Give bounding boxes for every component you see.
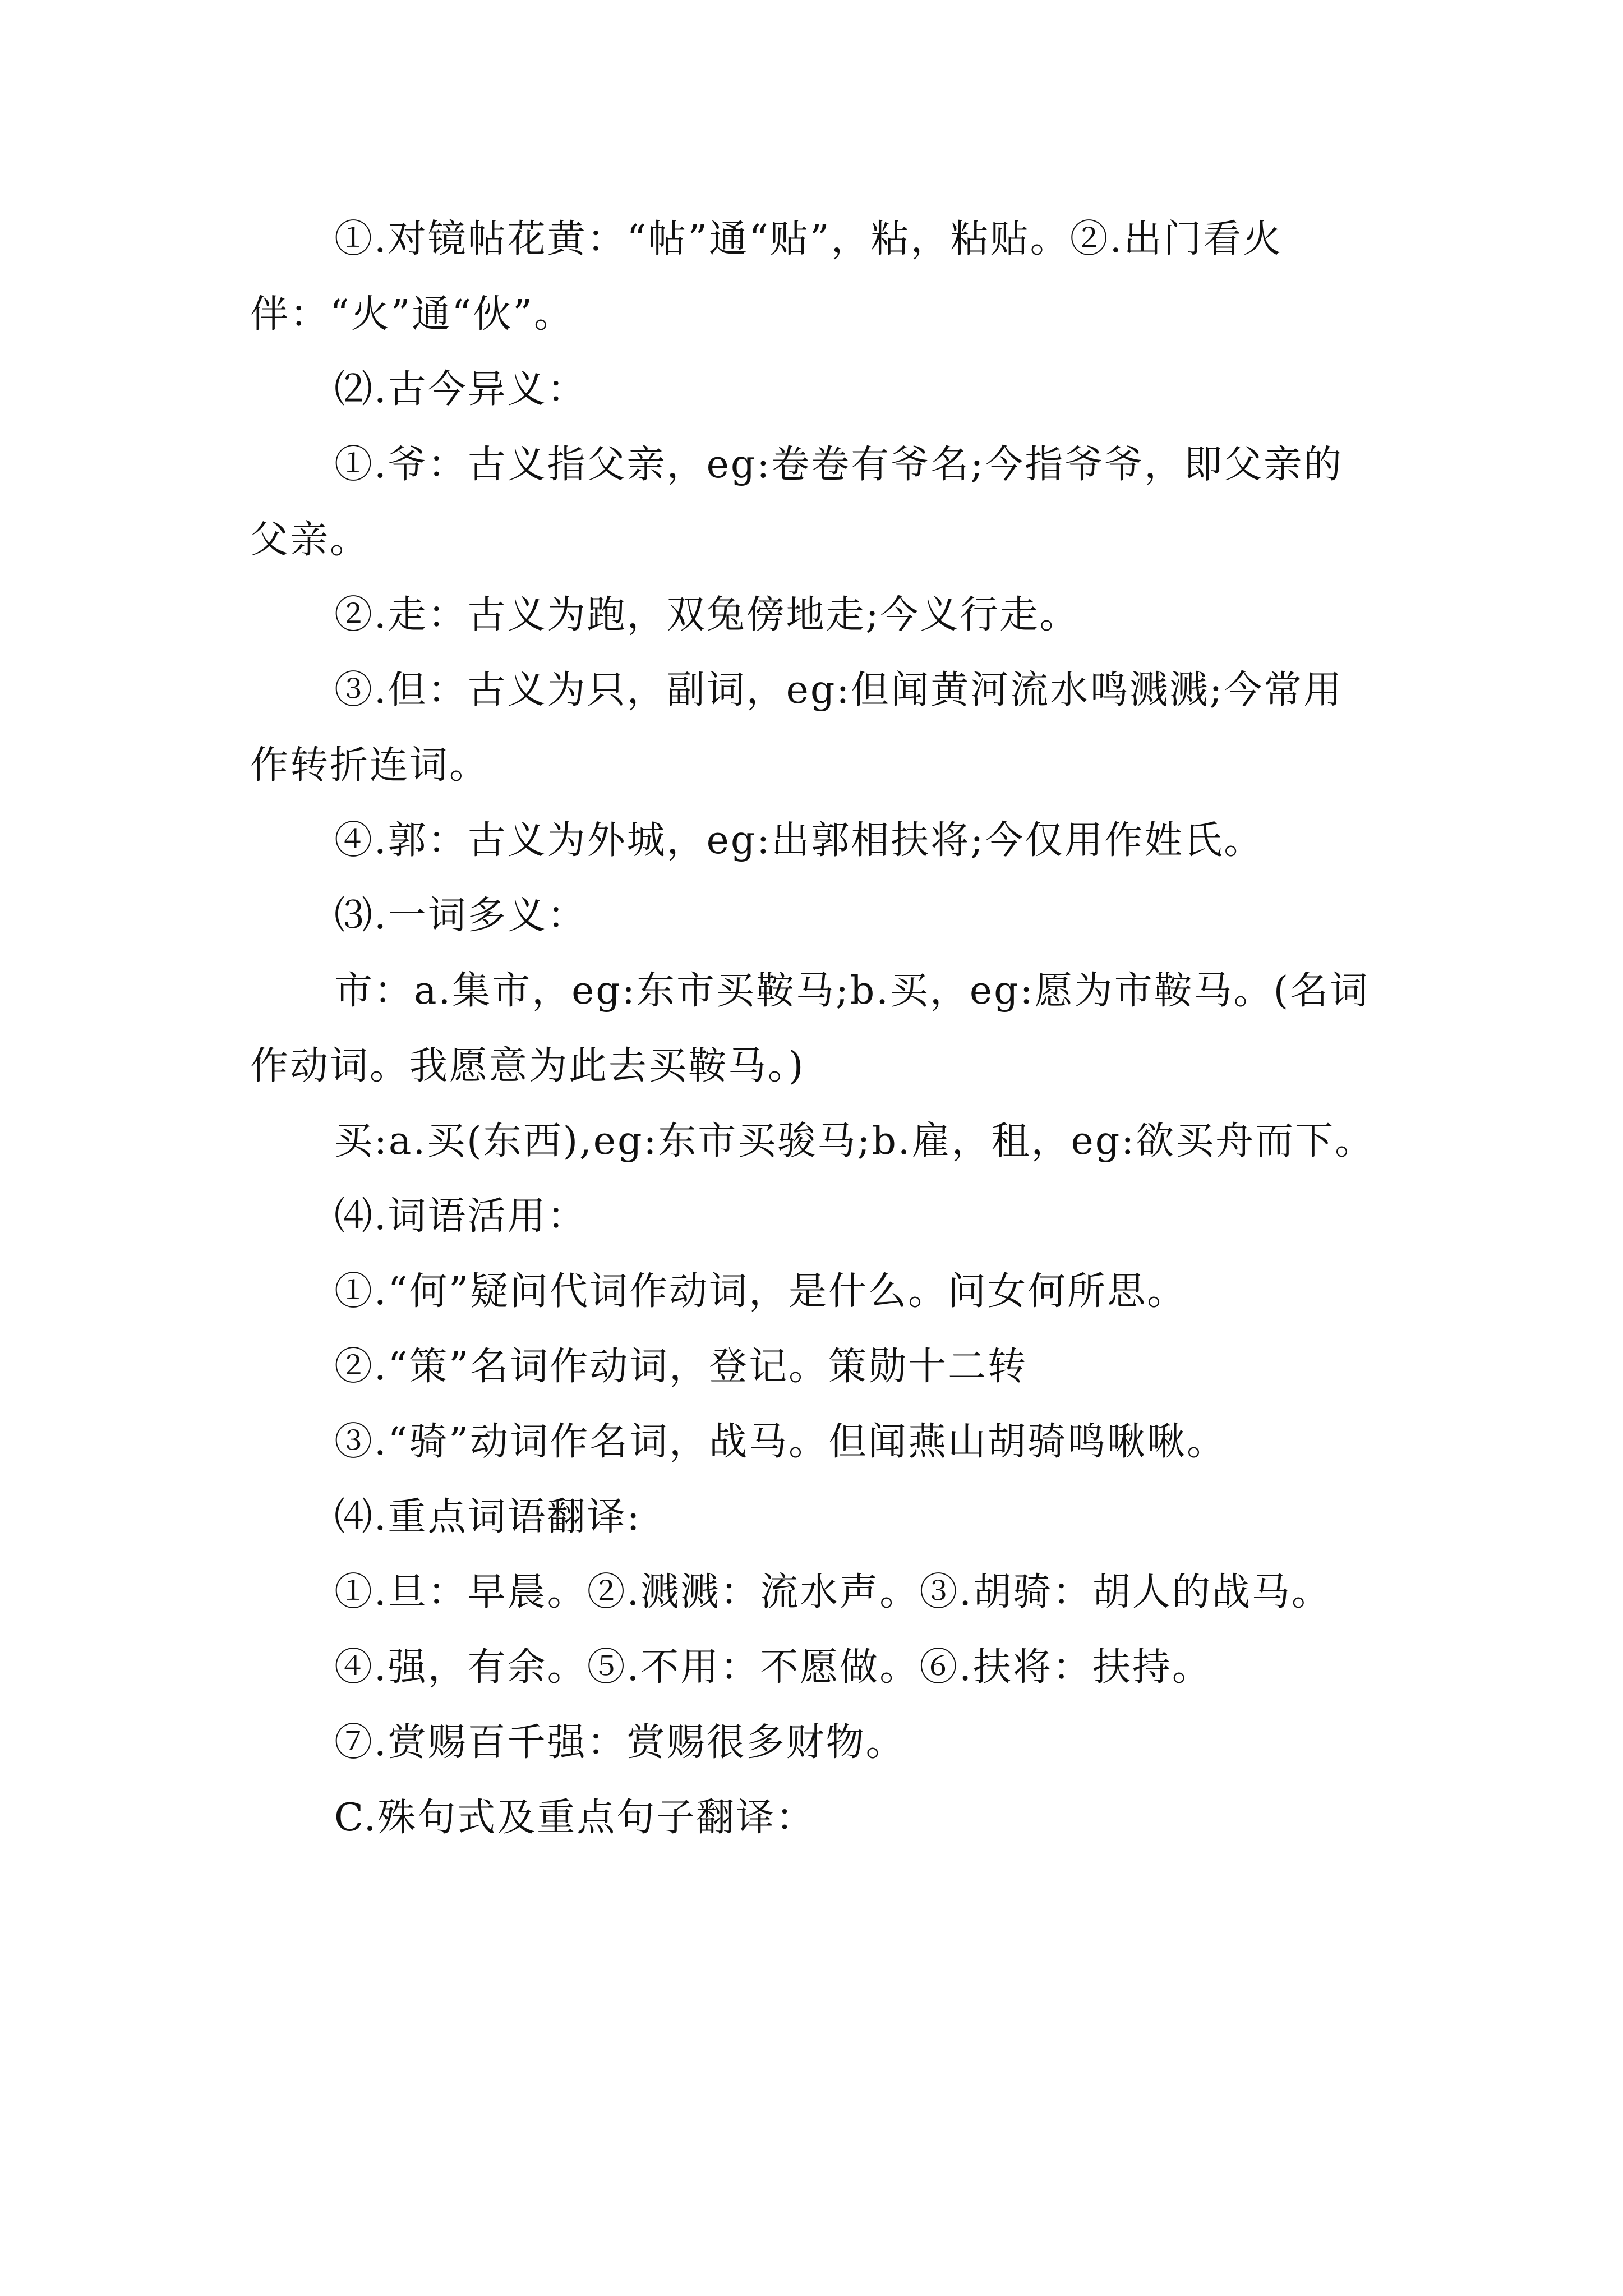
paragraph-qi: ③.“骑”动词作名词，战马。但闻燕山胡骑鸣啾啾。 [334, 1420, 1227, 1464]
paragraph-he: ①.“何”疑问代词作动词，是什么。问女何所思。 [334, 1269, 1187, 1314]
paragraph-dan: ③.但：古义为只，副词，eg:但闻黄河流水鸣溅溅;今常用作转折连词。 [250, 668, 1344, 788]
heading-zhongdian-ciyu: ⑷.重点词语翻译: [334, 1495, 642, 1539]
document-body [250, 202, 1377, 1856]
paragraph-ye: ①.爷：古义指父亲，eg:卷卷有爷名;今指爷爷，即父亲的父亲。 [250, 443, 1344, 562]
paragraph-shi: 市：a.集市，eg:东市买鞍马;b.买，eg:愿为市鞍马。(名词作动词。我愿意为此去买鞍马。) [250, 969, 1370, 1088]
heading-gujin-yiyi: ⑵.古今异义： [334, 367, 587, 412]
heading-teshu-jushi: C.殊句式及重点句子翻译： [334, 1796, 816, 1840]
paragraph-tongjiazi: ①.对镜帖花黄：“帖”通“贴”，粘，粘贴。②.出门看火伴：“火”通“伙”。 [250, 217, 1283, 337]
paragraph-zou: ②.走：古义为跑，双兔傍地走;今义行走。 [334, 593, 1080, 637]
paragraph-translation-2: ④.强，有余。⑤.不用：不愿做。⑥.扶将：扶持。 [334, 1645, 1212, 1690]
paragraph-mai: 买:a.买(东西),eg:东市买骏马;b.雇，租，eg:欲买舟而下。 [334, 1119, 1375, 1163]
paragraph-guo: ④.郭：古义为外城，eg:出郭相扶将;今仅用作姓氏。 [334, 818, 1264, 863]
paragraph-translation-1: ①.旦：早晨。②.溅溅：流水声。③.胡骑：胡人的战马。 [334, 1570, 1331, 1614]
heading-yici-duoyi: ⑶.一词多义： [334, 894, 587, 938]
heading-ciyu-huoyong: ⑷.词语活用： [334, 1194, 587, 1239]
paragraph-ce: ②.“策”名词作动词，登记。策勋十二转 [334, 1345, 1028, 1389]
paragraph-translation-3: ⑦.赏赐百千强：赏赐很多财物。 [334, 1720, 906, 1765]
